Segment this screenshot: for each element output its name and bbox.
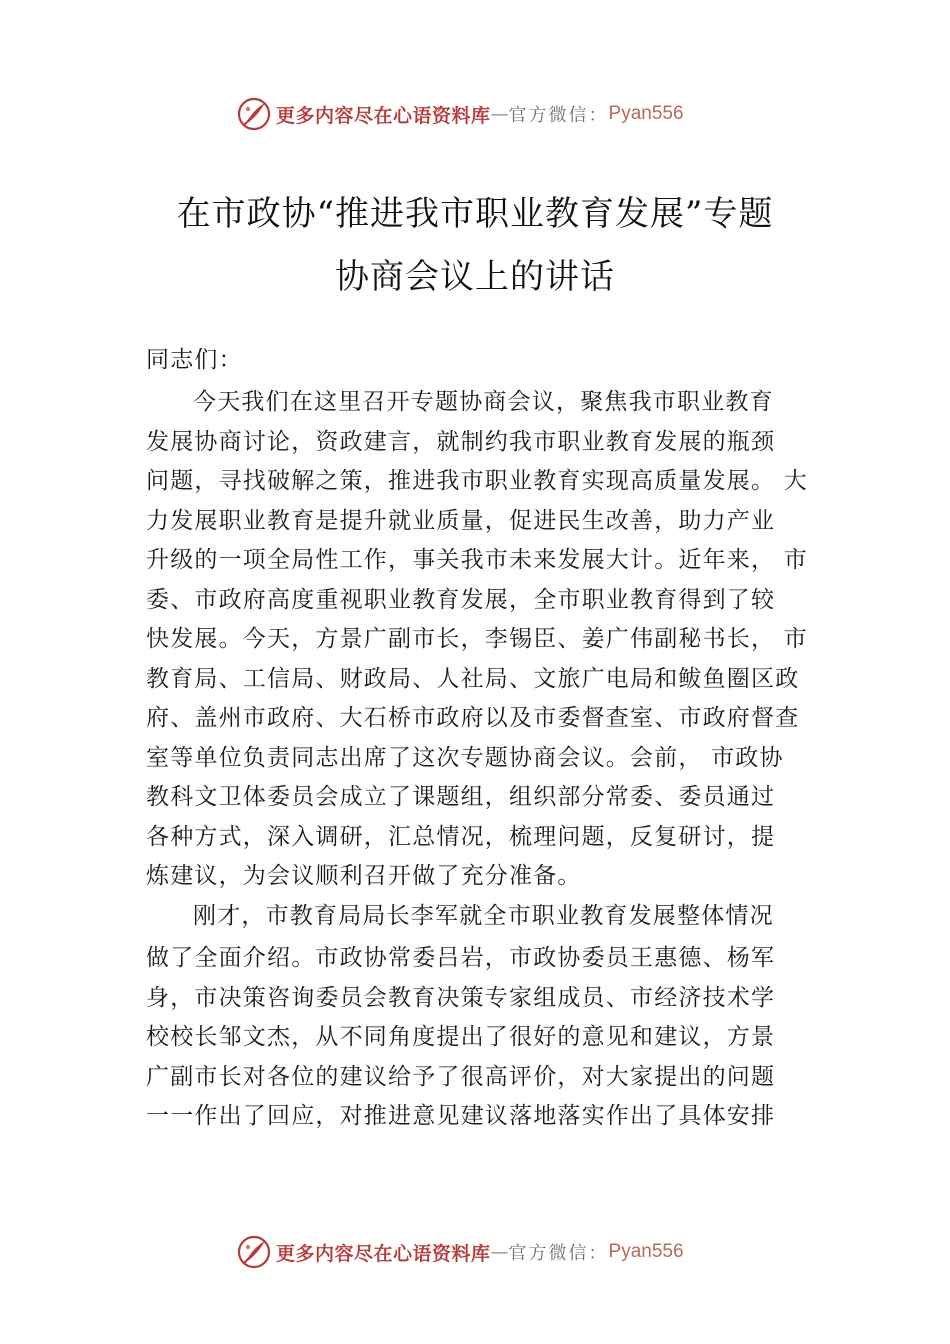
- body-line: 身，市决策咨询委员会教育决策专家组成员、市经济技术学: [146, 985, 776, 1011]
- body-line: 室等单位负责同志出席了这次专题协商会议。会前， 市政协: [146, 745, 784, 771]
- body-line: 教育局、工信局、财政局、人社局、文旅广电局和鲅鱼圈区政: [146, 666, 800, 692]
- document-title-line-1: 在市政协“推进我市职业教育发展”专题: [176, 194, 774, 234]
- body-line: 力发展职业教育是提升就业质量，促进民生改善，助力产业: [146, 508, 776, 534]
- watermark-wechat-label: 官方微信：: [508, 105, 609, 126]
- body-line: 问题，寻找破解之策，推进我市职业教育实现高质量发展。 大: [146, 468, 808, 494]
- quill-ink-logo-icon: [236, 96, 272, 132]
- watermark-wechat-id: Pyan556: [608, 103, 684, 124]
- watermark-wechat-label: 官方微信：: [508, 1243, 609, 1264]
- watermark-banner-bottom: [236, 1232, 736, 1272]
- watermark-dash: —: [490, 103, 509, 125]
- quill-ink-logo-icon: [236, 1234, 272, 1270]
- body-line: 升级的一项全局性工作，事关我市未来发展大计。近年来， 市: [146, 547, 808, 573]
- body-line: 府、盖州市政府、大石桥市政府以及市委督查室、市政府督查: [146, 705, 800, 731]
- body-line: 今天我们在这里召开专题协商会议，聚焦我市职业教育: [193, 389, 774, 415]
- document-title-line-2: 协商会议上的讲话: [335, 257, 615, 297]
- body-line: 教科文卫体委员会成立了课题组，组织部分常委、委员通过: [146, 784, 776, 810]
- body-line: 委、市政府高度重视职业教育发展，全市职业教育得到了较: [146, 587, 776, 613]
- body-line: 校校长邹文杰，从不同角度提出了很好的意见和建议，方景: [146, 1024, 776, 1050]
- watermark-text: 更多内容尽在心语资料库: [276, 104, 491, 127]
- salutation: 同志们：: [146, 347, 243, 373]
- body-line: 一一作出了回应，对推进意见建议落地落实作出了具体安排: [146, 1103, 776, 1129]
- body-line: 刚才，市教育局局长李军就全市职业教育发展整体情况: [193, 903, 774, 929]
- watermark-wechat-id: Pyan556: [608, 1241, 684, 1262]
- body-line: 做了全面介绍。市政协常委吕岩，市政协委员王惠德、杨军: [146, 945, 776, 971]
- body-line: 炼建议，为会议顺利召开做了充分准备。: [146, 863, 582, 889]
- watermark-dash: —: [490, 1241, 509, 1263]
- body-line: 广副市长对各位的建议给予了很高评价，对大家提出的问题: [146, 1064, 776, 1090]
- watermark-banner-top: [236, 94, 736, 134]
- body-line: 快发展。今天，方景广副市长，李锡臣、姜广伟副秘书长， 市: [146, 626, 808, 652]
- body-line: 发展协商讨论，资政建言，就制约我市职业教育发展的瓶颈: [146, 429, 776, 455]
- body-line: 各种方式，深入调研，汇总情况，梳理问题，反复研讨，提: [146, 824, 776, 850]
- watermark-text: 更多内容尽在心语资料库: [276, 1242, 491, 1265]
